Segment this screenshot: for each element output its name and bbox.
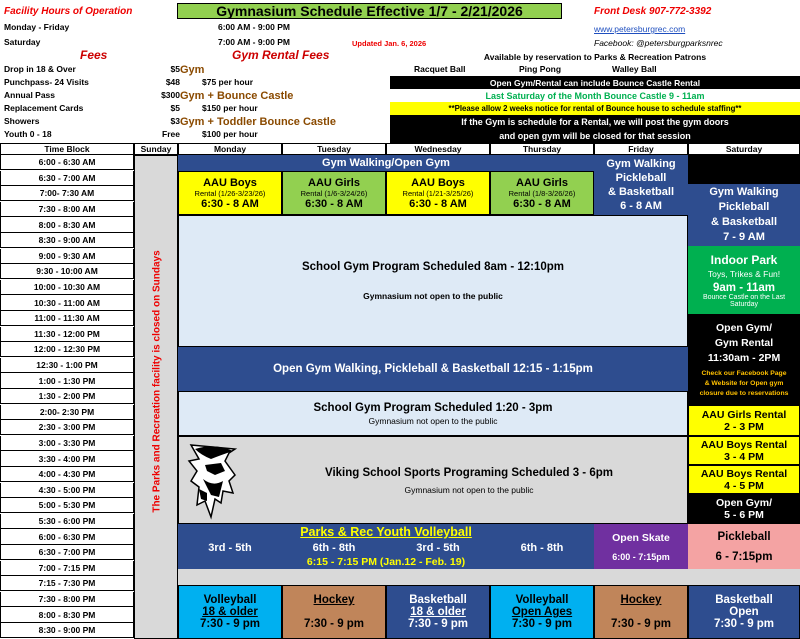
website-link[interactable]: www.petersburgrec.com [594, 24, 686, 34]
fri-walk-line2: Pickleball [615, 172, 667, 184]
aau-title: AAU Girls [516, 176, 568, 189]
evening-sub: Open [729, 606, 759, 618]
aau-time: 6:30 - 8 AM [513, 197, 571, 210]
header-tuesday: Tuesday [282, 143, 386, 155]
sat-open-note3: closure due to reservations [699, 390, 789, 397]
evening-sub: 18 & older [410, 606, 466, 618]
time-block-cell: 10:30 - 11:00 AM [0, 295, 134, 310]
time-block-cell: 8:00 - 8:30 AM [0, 217, 134, 232]
time-block-cell: 7:00- 7:30 AM [0, 186, 134, 201]
hours-title: Facility Hours of Operation [4, 6, 133, 17]
time-block-cell: 9:30 - 10:00 AM [0, 264, 134, 279]
evening-time: 7:30 - 9 pm [199, 618, 261, 630]
aau-wed [386, 171, 490, 215]
fee-price: $5 [170, 103, 180, 113]
sat-aau-boys2-title: AAU Boys Rental [700, 467, 788, 480]
open-skate-time: 6:00 - 7:15pm [612, 551, 670, 562]
sat-aau-boys2-time: 4 - 5 PM [724, 479, 764, 492]
time-block-cell: 7:15 - 7:30 PM [0, 576, 134, 591]
time-block-cell: 7:30 - 8:00 PM [0, 592, 134, 607]
sat-aau-girls [688, 405, 800, 436]
page-title: Gymnasium Schedule Effective 1/7 - 2/21/2026 [177, 3, 562, 19]
rental-price: $75 per hour [202, 77, 254, 87]
aau-thu [490, 171, 594, 215]
aau-tue [282, 171, 386, 215]
open-skate-title: Open Skate [612, 531, 670, 544]
sat-pickleball [688, 524, 800, 569]
school-am-title: School Gym Program Scheduled 8am - 12:10pm [301, 261, 565, 273]
tue-evening [282, 585, 386, 639]
sat-aau-boys1-time: 3 - 4 PM [724, 450, 764, 463]
sat-open2-line2: 5 - 6 PM [724, 509, 764, 521]
sat-walk-line1: Gym Walking [709, 186, 779, 198]
time-block-cell: 8:30 - 9:00 AM [0, 233, 134, 248]
time-block-cell: 4:00 - 4:30 PM [0, 467, 134, 482]
evening-time: 7:30 - 9 pm [303, 618, 365, 630]
facebook-handle: Facebook: @petersburgparksnrec [594, 38, 723, 48]
updated-date: Updated Jan. 6, 2026 [352, 39, 427, 48]
sat-walk-line2: Pickleball [718, 201, 770, 213]
header-thursday: Thursday [490, 143, 594, 155]
evening-title: Basketball [409, 594, 467, 606]
evening-title: Volleyball [515, 594, 569, 606]
fee-price: $48 [165, 77, 180, 87]
fee-row [4, 103, 180, 115]
mon-evening [178, 585, 282, 639]
fri-gym-walking [594, 155, 688, 215]
time-block-cell: 3:00 - 3:30 PM [0, 436, 134, 451]
sat-aau-boys-2 [688, 465, 800, 494]
time-block-cell: 7:00 - 7:15 PM [0, 561, 134, 576]
time-block-cell: 6:00 - 6:30 PM [0, 529, 134, 544]
aau-dates: Rental (1/6-3/24/26) [300, 188, 368, 198]
school-am-sub: Gymnasium not open to the public [363, 291, 503, 301]
activity-racquetball: Racquet Ball [414, 64, 466, 74]
fri-walk-line4: 6 - 8 AM [620, 200, 662, 212]
fee-label: Drop in 18 & Over [4, 64, 76, 74]
saturday-label: Saturday [4, 37, 41, 47]
gym-walking-banner: Gym Walking/Open Gym [178, 155, 594, 171]
fee-price: $5 [170, 64, 180, 74]
aau-dates: Rental (1/21-3/25/26) [402, 188, 474, 198]
fee-price: Free [162, 129, 180, 139]
sat-open2-line1: Open Gym/ [715, 497, 772, 509]
time-block-cell: 5:30 - 6:00 PM [0, 514, 134, 529]
sat-open-line2: Gym Rental [714, 337, 774, 349]
aau-dates: Rental (1/26-3/23/26) [194, 188, 266, 198]
sat-aau-boys-1 [688, 436, 800, 465]
volleyball-grade-thu: 6th - 8th [520, 542, 564, 554]
reservation-line5: If the Gym is schedule for a Rental, we will post the gym doors [390, 115, 800, 129]
time-block-cell: 9:00 - 9:30 AM [0, 249, 134, 264]
aau-title: AAU Girls [308, 176, 360, 189]
time-block-cell: 12:30 - 1:00 PM [0, 358, 134, 373]
youth-volleyball [178, 524, 594, 569]
aau-dates: Rental (1/8-3/26/26) [508, 188, 576, 198]
rental-name: Gym + Bounce Castle [180, 90, 294, 102]
fees-title: Fees [80, 48, 108, 62]
volleyball-grade-mon: 3rd - 5th [208, 542, 252, 554]
time-block-cell: 11:30 - 12:00 PM [0, 327, 134, 342]
header-time-block: Time Block [0, 143, 134, 155]
sat-indoor-park [688, 246, 800, 314]
evening-title: Volleyball [203, 594, 257, 606]
fri-walk-line1: Gym Walking [606, 158, 676, 170]
evening-sub: Open Ages [511, 606, 573, 618]
fri-open-skate [594, 524, 688, 569]
fee-label: Youth 0 - 18 [4, 129, 52, 139]
viking-title: Viking School Sports Programing Scheduled 3 - 6pm [325, 467, 613, 479]
reservation-line6: and open gym will be closed for that session [390, 129, 800, 143]
sat-early-block [688, 155, 800, 184]
indoor-park-sub: Toys, Trikes & Fun! [707, 268, 781, 279]
sat-open-gym-2 [688, 494, 800, 524]
evening-sub: 18 & older [202, 606, 258, 618]
weekday-label: Monday - Friday [4, 22, 70, 32]
sat-pickle-time: 6 - 7:15pm [715, 550, 773, 563]
fee-row [4, 129, 180, 141]
aau-mon [178, 171, 282, 215]
evening-time: 7:30 - 9 pm [407, 618, 469, 630]
sat-gym-walking [688, 184, 800, 246]
time-block-cell: 6:00 - 6:30 AM [0, 155, 134, 170]
header-saturday: Saturday [688, 143, 800, 155]
activity-walleyball: Walley Ball [612, 64, 657, 74]
aau-title: AAU Boys [203, 176, 257, 189]
weekday-hours: 6:00 AM - 9:00 PM [218, 22, 290, 32]
viking-sports [178, 436, 688, 524]
school-program-pm [178, 391, 688, 436]
time-block-cell: 6:30 - 7:00 PM [0, 545, 134, 560]
fee-label: Punchpass- 24 Visits [4, 77, 89, 87]
time-block-cell: 12:00 - 12:30 PM [0, 342, 134, 357]
sat-walk-line3: & Basketball [710, 216, 778, 228]
sat-open-line3: 11:30am - 2PM [707, 352, 781, 364]
evening-title: Hockey [620, 594, 662, 606]
wed-evening [386, 585, 490, 639]
time-block-cell: 10:00 - 10:30 AM [0, 280, 134, 295]
sat-aau-girls-time: 2 - 3 PM [724, 420, 764, 433]
viking-sub: Gymnasium not open to the public [404, 485, 534, 495]
evening-time: 7:30 - 9 pm [610, 618, 672, 630]
aau-time: 6:30 - 8 AM [201, 197, 259, 210]
fee-row [4, 64, 180, 76]
time-block-cell: 8:00 - 8:30 PM [0, 607, 134, 622]
time-block-cell: 8:30 - 9:00 PM [0, 623, 134, 638]
school-program-am [178, 215, 688, 347]
rental-price: $100 per hour [202, 129, 258, 139]
saturday-hours: 7:00 AM - 9:00 PM [218, 37, 290, 47]
sat-walk-line4: 7 - 9 AM [723, 231, 765, 243]
fri-evening [594, 585, 688, 639]
time-block-cell: 7:30 - 8:00 AM [0, 202, 134, 217]
sat-open-note1: Check our Facebook Page [701, 370, 787, 377]
reservation-line3: Last Saturday of the Month Bounce Castle 9 - 11am [485, 90, 705, 101]
evening-time: 7:30 - 9 pm [713, 618, 775, 630]
front-desk: Front Desk 907-772-3392 [594, 6, 712, 17]
indoor-park-note: Bounce Castle on the Last Saturday [702, 293, 786, 308]
volleyball-title: Parks & Rec Youth Volleyball [300, 525, 472, 539]
school-pm-sub: Gymnasium not open to the public [368, 415, 498, 426]
sunday-closed-note: The Parks and Recreation facility is closed on Sundays [151, 250, 163, 513]
time-block-cell: 1:00 - 1:30 PM [0, 373, 134, 388]
rental-name: Gym [180, 64, 205, 76]
time-block-cell: 2:00- 2:30 PM [0, 405, 134, 420]
time-block-cell: 4:30 - 5:00 PM [0, 483, 134, 498]
aau-title: AAU Boys [411, 176, 465, 189]
thu-evening [490, 585, 594, 639]
indoor-park-title: Indoor Park [710, 252, 778, 267]
gap-row [178, 569, 800, 585]
fee-row [4, 116, 180, 128]
evening-time: 7:30 - 9 pm [511, 618, 573, 630]
indoor-park-time: 9am - 11am [712, 281, 775, 294]
viking-logo-icon [185, 441, 243, 521]
evening-title: Hockey [313, 594, 355, 606]
sunday-column [134, 155, 178, 639]
time-block-cell: 5:00 - 5:30 PM [0, 498, 134, 513]
sat-aau-girls-title: AAU Girls Rental [701, 408, 787, 421]
sat-open-line1: Open Gym/ [715, 322, 772, 334]
rental-fees-title: Gym Rental Fees [232, 48, 330, 62]
evening-title: Basketball [715, 594, 773, 606]
header-sunday: Sunday [134, 143, 178, 155]
fee-price: $300 [161, 90, 180, 100]
activity-pingpong: Ping Pong [519, 64, 562, 74]
header-friday: Friday [594, 143, 688, 155]
header-wednesday: Wednesday [386, 143, 490, 155]
fee-label: Replacement Cards [4, 103, 84, 113]
sat-evening [688, 585, 800, 639]
time-block-cell: 1:30 - 2:00 PM [0, 389, 134, 404]
reservation-line2: Open Gym/Rental can include Bounce Castle Rental [390, 76, 800, 89]
header-monday: Monday [178, 143, 282, 155]
sat-pickle-title: Pickleball [717, 530, 771, 543]
time-block-cell: 11:00 - 11:30 AM [0, 311, 134, 326]
fri-walk-line3: & Basketball [607, 186, 675, 198]
aau-time: 6:30 - 8 AM [409, 197, 467, 210]
reservation-line1: Available by reservation to Parks & Recreation Patrons [483, 51, 707, 62]
fee-row [4, 90, 180, 102]
sat-open-note2: & Website for Open gym [704, 380, 784, 387]
fee-label: Annual Pass [4, 90, 56, 100]
aau-time: 6:30 - 8 AM [305, 197, 363, 210]
time-block-cell: 6:30 - 7:00 AM [0, 171, 134, 186]
time-block-cell: 3:30 - 4:00 PM [0, 451, 134, 466]
school-pm-title: School Gym Program Scheduled 1:20 - 3pm [313, 401, 553, 414]
sat-aau-boys1-title: AAU Boys Rental [700, 438, 788, 451]
fee-row [4, 77, 180, 89]
noon-open-gym: Open Gym Walking, Pickleball & Basketball 12:15 - 1:15pm [178, 347, 688, 391]
volleyball-time: 6:15 - 7:15 PM (Jan.12 - Feb. 19) [306, 556, 466, 568]
reservation-line4: **Please allow 2 weeks notice for rental of Bounce house to schedule staffing** [390, 102, 800, 115]
volleyball-grade-wed: 3rd - 5th [416, 542, 460, 554]
fee-label: Showers [4, 116, 40, 126]
sat-open-gym [688, 314, 800, 405]
volleyball-grade-tue: 6th - 8th [312, 542, 356, 554]
rental-price: $150 per hour [202, 103, 258, 113]
fee-price: $3 [170, 116, 180, 126]
rental-name: Gym + Toddler Bounce Castle [180, 116, 336, 128]
time-block-cell: 2:30 - 3:00 PM [0, 420, 134, 435]
